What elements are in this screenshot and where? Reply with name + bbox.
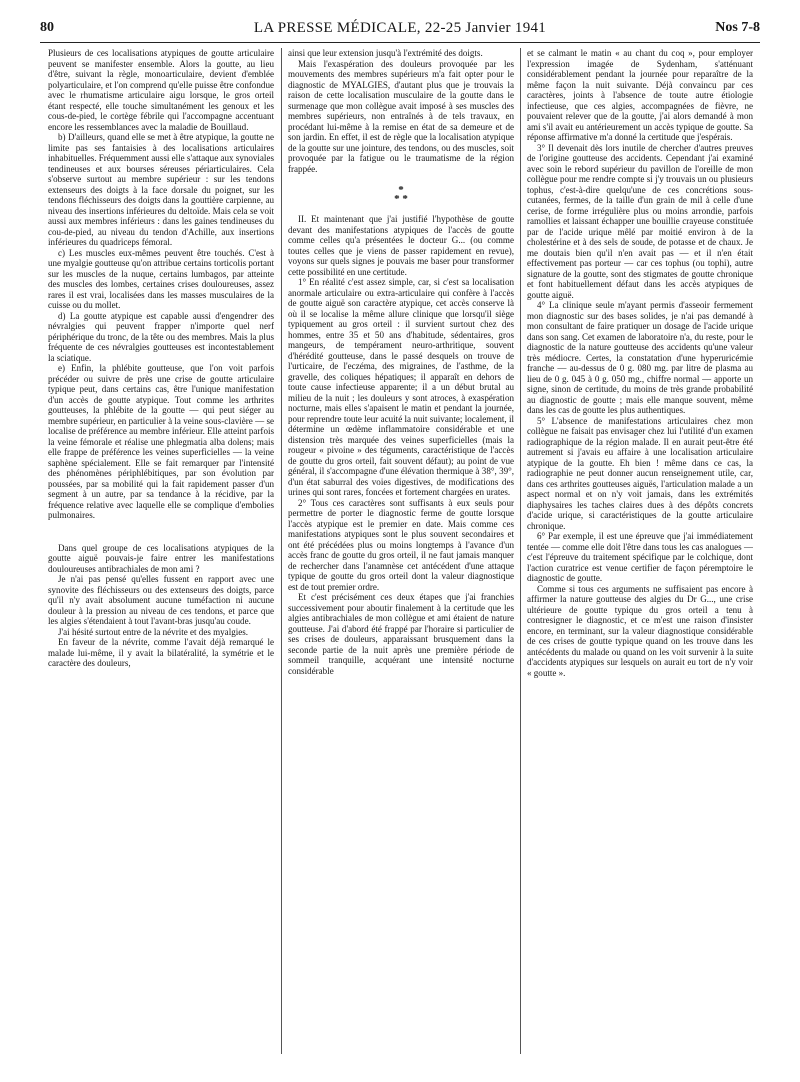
text-column-2	[288, 48, 514, 1054]
page-number: 80	[40, 20, 54, 35]
paragraph: ainsi que leur extension jusqu'à l'extrémité des doigts.	[288, 48, 483, 58]
column-divider-right	[520, 48, 521, 1054]
paragraph: Et c'est précisément ces deux étapes que j'ai franchies successivement pour aboutir finalement à la certitude que les algies antibrachiales de mon collègue et ami étaient de nature goutteuse. J'ai d'abord été frappé par l'horaire si particulier de ses crises de douleurs, apparaissant brusquement dans la seconde partie de la nuit après une première période de sommeil tranquille, acquérant une intensité nocturne considérable	[288, 592, 514, 676]
paragraph: c) Les muscles eux-mêmes peuvent être touchés. C'est à une myalgie goutteuse qu'on attribue certains torticolis portant sur les muscles de la nuque, certains lumbagos, par atteinte des muscles des lombes, certaines crises douloureuses, assez rares il est vrai, localisées dans les masses musculaires de la cuisse ou du mollet.	[48, 247, 274, 310]
page-header	[40, 20, 760, 43]
journal-title: LA PRESSE MÉDICALE, 22-25 Janvier 1941	[253, 20, 547, 36]
paragraph: 2° Tous ces caractères sont suffisants à eux seuls pour permettre de porter le diagnostic ferme de goutte lorsque l'accès atypique est le premier en date. Mais comme ces manifestations atypiques sont le plus souvent secondaires et ont été précédées plus ou moins longtemps à l'avance d'un accès franc de goutte du gros orteil, il ne faut jamais manquer de rechercher dans l'anamnèse cet antécédent d'une attaque typique de goutte du gros orteil dont la valeur diagnostique est de tout premier ordre.	[288, 497, 514, 592]
paragraph: d) La goutte atypique est capable aussi d'engendrer des névralgies qui peuvent frapper n'importe quel nerf périphérique du tronc, de la tête ou des membres. Mais la plus fréquente de ces névralgies goutteuses est incontestablement la sciatique.	[48, 310, 274, 363]
paragraph: En faveur de la névrite, comme l'avait déjà remarqué le malade lui-même, il y avait la bilatéralité, la symétrie et le caractère des douleurs,	[48, 637, 274, 668]
paragraph: II. Et maintenant que j'ai justifié l'hypothèse de goutte devant des manifestations atypiques de l'accès de goutte comme celles qu'a présentées le docteur G... (ou comme toutes celles que je viens de passer rapidement en revue), voyons sur quels signes je pouvais me baser pour transformer cette possibilité en une certitude.	[288, 214, 514, 277]
paragraph: J'ai hésité surtout entre de la névrite et des myalgies.	[58, 626, 249, 637]
paragraph: Plusieurs de ces localisations atypiques de goutte articulaire peuvent se manifester ensemble. Alors la goutte, au lieu d'être, suivant la règle, monoarticulaire, devient d'emblée polyarticulaire, et l'on comprend qu'elle puisse être confondue avec le rhumatisme articulaire aigu lorsque, le gros orteil étant respecté, elle touche simultanément les genoux et les cous-de-pied, le cortège fébrile qui l'accompagne accentuant encore les ressemblances avec la maladie de Bouillaud.	[48, 48, 274, 132]
paragraph: 1° En réalité c'est assez simple, car, si c'est sa localisation anormale articulaire ou extra-articulaire qui confère à l'accès de goutte aiguë son caractère atypique, cet accès conserve là où il se localise la même allure clinique que lorsqu'il siège typiquement au gros orteil : il survient surtout chez des hommes, entre 35 et 50 ans d'habitude, sédentaires, gros mangeurs, de tempérament neuro-arthritique, souvent d'hérédité goutteuse, dans le passé desquels on trouve de l'urticaire, de l'eczéma, des migraines, de l'asthme, de la gravelle, des coliques hépatiques; il apparaît en dehors de toute cause infectieuse apparente; il a un début brutal au milieu de la nuit ; les douleurs y sont atroces, à exaspération nocturne, mais elles s'apaisent le matin et pendant la journée, pour reprendre toute leur acuité la nuit suivante; localement, il détermine un œdème inflammatoire considérable et une distension très marquée des veines superficielles (mais la rougeur « pivoine » des téguments, caractéristique de l'accès de goutte du gros orteil, fait souvent défaut); au point de vue général, il s'accompagne d'une élévation thermique à 38°, 39°, d'un état saburral des voies digestives, de modifications des urines qui sont rares, foncées et fortement chargées en urates.	[288, 277, 514, 497]
paragraph: 6° Par exemple, il est une épreuve que j'ai immédiatement tentée — comme elle doit l'être dans tous les cas analogues — c'est l'épreuve du traitement spécifique par le colchique, dont l'action curatrice est venue certifier de façon péremptoire le diagnostic de goutte.	[527, 531, 753, 583]
paragraph: Comme si tous ces arguments ne suffisaient pas encore à affirmer la nature goutteuse des algies du Dr G..., une crise ultérieure de goutte typique du gros orteil a tenu à contresigner le diagnostic, et ce m'est une raison d'insister encore, en terminant, sur la valeur diagnostique considérable de ces crises de goutte typique quand on les trouve dans les antécédents du malade ou quand on les voit survenir à la suite d'accidents atypiques sur lesquels on aurait eu tort de n'y voir « goutte ».	[527, 583, 753, 678]
paragraph: 5° L'absence de manifestations articulaires chez mon collègue ne faisait pas envisager chez lui l'utilité d'un examen radiographique de la région malade. Il en aurait peut-être été autrement si j'avais eu affaire à une localisation articulaire atypique de la goutte. Eh bien ! même dans ce cas, la radiographie ne peut donner aucun renseignement utile, car, dans ces arthrites goutteuses aiguës, l'articulation malade a un aspect normal et on n'y voit jamais, dans les extrémités diaphysaires les taches claires dues à des dépôts concrets d'acide urique, si caractéristiques de la goutte articulaire chronique.	[527, 415, 753, 531]
issue-number: Nos 7-8	[715, 20, 760, 35]
paragraph: b) D'ailleurs, quand elle se met à être atypique, la goutte ne limite pas ses fantaisies à des localisations articulaires inhabituelles. Fréquemment aussi elle s'attaque aux synoviales tendineuses et aux bourses séreuses périarticulaires. Cela s'observe surtout au membre supérieur : sur les tendons extenseurs des doigts à la face dorsale du poignet, sur les tendons fléchisseurs des doigts dans la gouttière carpienne, au niveau des insertions inférieures du deltoïde. Mais cela se voit aussi aux membres inférieurs : dans les gaines tendineuses du cou-de-pied, au niveau du tendon d'Achille, aux insertions inférieures du quadriceps fémoral.	[48, 132, 274, 247]
text-column-1	[48, 48, 274, 1054]
paragraph: Je n'ai pas pensé qu'elles fussent en rapport avec une synovite des fléchisseurs ou des extenseurs des doigts, parce qu'il n'y avait absolument aucune tuméfaction ni aucune douleur à la pression au niveau de ces tendons, et parce que les algies s'étendaient à tout l'avant-bras jusqu'au coude.	[48, 574, 274, 626]
text-column-3	[527, 48, 753, 1054]
column-divider-left	[281, 48, 282, 1054]
section-separator-stars: * * *	[394, 184, 408, 205]
paragraph: 4° La clinique seule m'ayant permis d'asseoir fermement mon diagnostic sur des bases solides, je n'ai pas demandé à mon consultant de faire pratiquer un dosage de l'acide urique dans son sang. Cet examen de laboratoire n'a, du reste, pour le diagnostic de la nature goutteuse des accidents qu'une valeur très médiocre. Certes, la constatation d'une hyperuricémie franche — au-dessus de 0 g. 080 mg. par litre de plasma au lieu de 0 g. 045 à 0 g. 050 mg., chiffre normal — apporte un signe, sinon de certitude, du moins de très grande probabilité au diagnostic de goutte ; mais elle manque souvent, même dans les cas de goutte les plus authentiques.	[527, 300, 753, 415]
paragraph: Mais l'exaspération des douleurs provoquée par les mouvements des membres supérieurs m'a fait opter pour le diagnostic de MYALGIES, d'autant plus que je trouvais la raison de cette localisation musculaire de la goutte dans le surmenage que mon collègue avait imposé à ses muscles des membres supérieurs, non entraînés à de tels travaux, en procédant lui-même à la remise en état de sa demeure et de son jardin. En effet, il est de règle que la localisation atypique de la goutte sur une jointure, des tendons, ou des muscles, soit provoquée par la fatigue ou le traumatisme de la région frappée.	[288, 58, 514, 174]
paragraph: e) Enfin, la phlébite goutteuse, que l'on voit parfois précéder ou suivre de près une crise de goutte articulaire typique peut, dans certains cas, être l'unique manifestation d'un accès de goutte atypique. Tout comme les arthrites goutteuses, la phlébite de la goutte — qui peut siéger au membre supérieur, en particulier à la veine sous-clavière — se localise de préférence au membre inférieur. Elle atteint parfois la veine fémorale et réalise une phlegmatia alba dolens; mais elle frappe de préférence les veines superficielles — la veine saphène spécialement. Elle se fait remarquer par l'intensité des phénomènes périphlébitiques, par son évolution par poussées, par sa mobilité qui la fait rapidement passer d'un segment à un autre, par sa tendance à la récidive, par la fréquence relative avec laquelle elle se complique d'embolies pulmonaires.	[48, 363, 274, 520]
paragraph: Dans quel groupe de ces localisations atypiques de la goutte aiguë pouvais-je faire entrer les manifestations douloureuses antibrachiales de mon ami ?	[48, 542, 274, 574]
paragraph: 3° Il devenait dès lors inutile de chercher d'autres preuves de l'origine goutteuse des accidents. Cependant j'ai examiné avec soin le rebord supérieur du pavillon de l'oreille de mon collègue pour me rendre compte si j'y trouvais un ou plusieurs tophus, c'est-à-dire quelqu'une de ces concrétions sous-cutanées, fermes, de la taille d'un grain de mil à celle d'une cerise, de forme irrégulière plus ou moins arrondie, parfois ramollies et laissant échapper une bouillie crayeuse constituée par de l'acide urique mêlé par moitié environ à de la cholestérine et à des sels de soude, de potasse et de chaux. Je me doutais bien qu'il n'en avait pas — et il n'en était effectivement pas porteur — car ces tophus (ou tophi), autre signature de la goutte, sont des stigmates de goutte chronique et font habituellement défaut dans les accès atypiques de goutte aiguë.	[527, 142, 753, 300]
paragraph: et se calmant le matin « au chant du coq », pour employer l'expression imagée de Sydenham, s'atténuant considérablement pendant la journée pour reparaître de la même façon la nuit suivante. Déjà convaincu par ces caractères, joints à l'absence de toute autre étiologie infectieuse, que ces algies, accompagnées de fièvre, ne pouvaient relever que de la goutte, j'ai alors demandé à mon ami s'il avait eu antérieurement un accès typique de goutte. Sa réponse affirmative m'a donné la certitude que j'espérais.	[527, 48, 753, 142]
